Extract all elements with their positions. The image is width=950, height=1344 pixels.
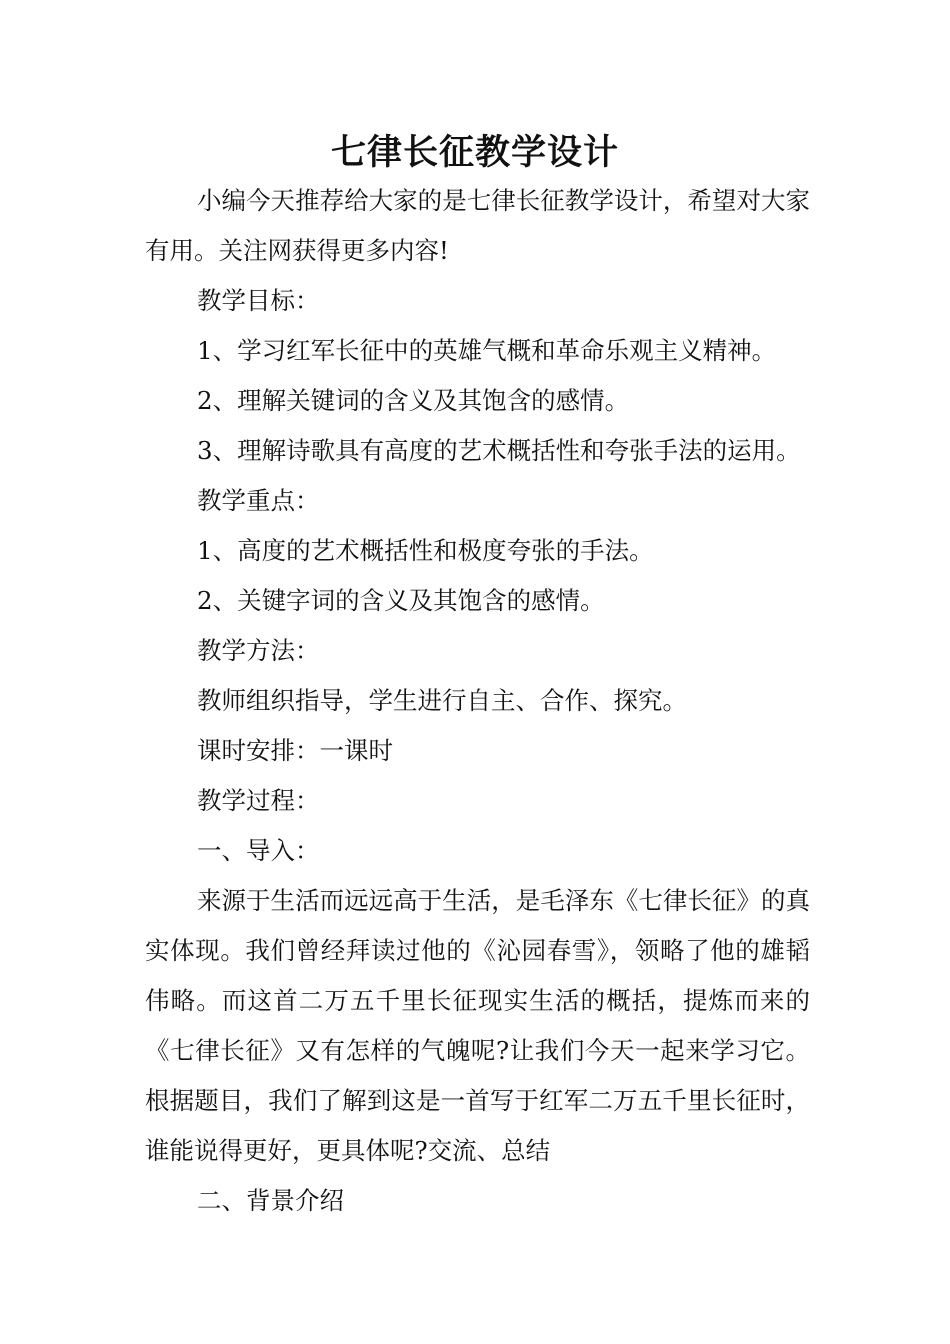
key-point-item: 2、关键字词的含义及其饱含的感情。 [197, 586, 605, 615]
class-hours-text: 课时安排：一课时 [197, 736, 393, 765]
section-heading-key-points: 教学重点： [197, 486, 320, 515]
subsection-heading-background: 二、背景介绍 [197, 1186, 344, 1215]
section-heading-objectives: 教学目标： [197, 286, 320, 315]
subsection-heading-intro: 一、导入： [197, 836, 320, 865]
objective-item: 3、理解诗歌具有高度的艺术概括性和夸张手法的运用。 [197, 436, 801, 465]
intro-paragraph: 小编今天推荐给大家的是七律长征教学设计，希望对大家有用。关注网获得更多内容! [145, 186, 810, 265]
objective-item: 1、学习红军长征中的英雄气概和革命乐观主义精神。 [197, 336, 777, 365]
section-heading-process: 教学过程： [197, 786, 320, 815]
method-text: 教师组织指导，学生进行自主、合作、探究。 [197, 686, 687, 715]
document-title: 七律长征教学设计 [330, 132, 619, 173]
intro-body-paragraph: 来源于生活而远远高于生活，是毛泽东《七律长征》的真实体现。我们曾经拜读过他的《沁园春雪》，领略了他的雄韬伟略。而这首二万五千里长征现实生活的概括，提炼而来的《七律长征》又有怎样的气魄呢?让我们今天一起来学习它。根据题目，我们了解到这是一首写于红军二万五千里长征时，谁能说得更好，更具体呢?交流、总结 [145, 886, 810, 1165]
document-body [145, 176, 810, 1226]
key-point-item: 1、高度的艺术概括性和极度夸张的手法。 [197, 536, 654, 565]
objective-item: 2、理解关键词的含义及其饱含的感情。 [197, 386, 630, 415]
section-heading-methods: 教学方法： [197, 636, 320, 665]
